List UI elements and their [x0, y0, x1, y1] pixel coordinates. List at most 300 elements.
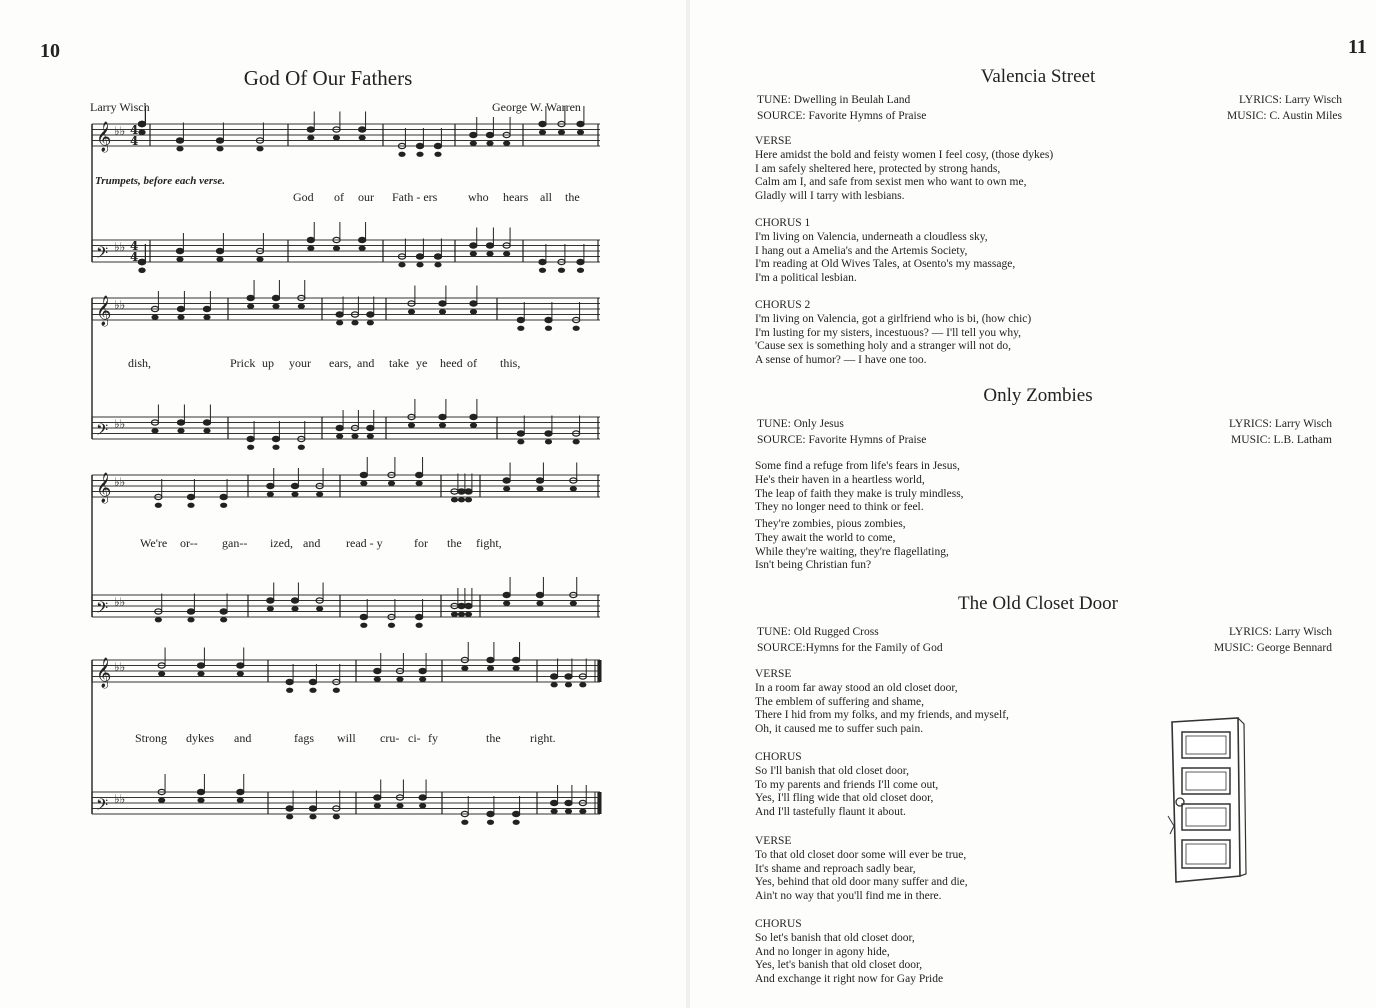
note-head [220, 494, 227, 499]
note-head [458, 497, 465, 502]
note-head [291, 483, 298, 488]
note-head [573, 439, 580, 444]
lyric-syllable: ears, [329, 356, 352, 370]
lyric-line: Yes, I'll fling wide that old closet door, [755, 792, 934, 805]
note-head [551, 674, 558, 679]
bass-clef: 𝄢 [96, 796, 109, 818]
music-credit: MUSIC: C. Austin Miles [1226, 110, 1342, 122]
note-head [351, 320, 358, 325]
key-signature: ♭♭ [114, 660, 126, 674]
note-head [360, 623, 367, 628]
music-credit: MUSIC: L.B. Latham [1231, 434, 1332, 446]
note-head [336, 320, 343, 325]
lyric-line: Isn't being Christian fun? [755, 559, 872, 572]
lyric-syllable: dykes [186, 731, 214, 745]
note-head [503, 251, 510, 256]
note-head [309, 679, 316, 684]
bass-clef: 𝄢 [96, 421, 109, 443]
note-head [487, 811, 494, 816]
note-head [579, 682, 586, 687]
time-signature: 4 [130, 250, 139, 264]
note-head [291, 606, 298, 611]
note-head [155, 617, 162, 622]
note-head [451, 612, 458, 617]
note-head [203, 315, 210, 320]
note-head [197, 671, 204, 676]
note-head [309, 688, 316, 693]
composer-credit: George W. Warren [492, 100, 581, 114]
note-head [408, 423, 415, 428]
note-head [267, 492, 274, 497]
song-section [755, 518, 949, 573]
note-head [187, 609, 194, 614]
key-signature: ♭♭ [114, 124, 126, 138]
note-head [551, 800, 558, 805]
lyric-syllable: Strong [135, 731, 168, 745]
song-title: The Old Closet Door [958, 593, 1118, 614]
source-credit: SOURCE: Favorite Hymns of Praise [757, 434, 927, 446]
note-head [419, 795, 426, 800]
note-head [187, 617, 194, 622]
note-head [333, 814, 340, 819]
performance-instruction: Trumpets, before each verse. [95, 175, 226, 187]
lyric-syllable: fags [294, 731, 314, 745]
note-head [286, 814, 293, 819]
song-section [755, 460, 964, 515]
note-head [298, 445, 305, 450]
key-signature: ♭♭ [114, 298, 126, 312]
note-head [388, 623, 395, 628]
section-heading: CHORUS [755, 751, 802, 763]
note-head [570, 486, 577, 491]
treble-clef: 𝄞 [96, 658, 112, 688]
lyric-line: I'm reading at Old Wives Tales, at Osento's my massage, [755, 258, 1016, 271]
note-head [177, 306, 184, 311]
bass-clef: 𝄢 [96, 599, 109, 621]
note-head [374, 677, 381, 682]
note-head [286, 688, 293, 693]
lyric-line: Gladly will I tarry with lesbians. [755, 190, 905, 203]
section-heading: CHORUS 2 [755, 299, 811, 311]
lyric-line: Yes, let's banish that old closet door, [755, 959, 923, 972]
note-head [197, 789, 204, 794]
lyricist-credit: Larry Wisch [90, 100, 150, 114]
lyric-line: In a room far away stood an old closet door, [755, 681, 958, 694]
note-head [216, 257, 223, 262]
note-head [486, 243, 493, 248]
lyric-syllable: ized, [270, 536, 293, 550]
treble-clef: 𝄞 [96, 296, 112, 326]
song-section [755, 217, 1015, 286]
note-head [177, 420, 184, 425]
note-head [291, 492, 298, 497]
lyric-syllable: who [468, 190, 489, 204]
lyric-line: Here amidst the bold and feisty women I feel cosy, (those dykes) [755, 148, 1054, 161]
lyric-syllable: fy [428, 731, 438, 745]
lyric-syllable: We're [140, 536, 168, 550]
note-head [187, 503, 194, 508]
note-head [545, 317, 552, 322]
lyric-syllable: and [303, 536, 321, 550]
note-head [486, 251, 493, 256]
lyric-line: Some find a refuge from life's fears in Jesus, [755, 460, 960, 472]
note-head [286, 679, 293, 684]
note-head [461, 820, 468, 825]
lyric-line: Ain't no way that you'll find me in there. [755, 890, 942, 903]
note-head [539, 121, 546, 126]
time-signature: 4 [130, 134, 139, 148]
lyric-line: There I hid from my folks, and my friends, and myself, [755, 709, 1009, 722]
note-head [416, 262, 423, 267]
lyric-syllable: or-- [180, 536, 198, 550]
note-head [461, 666, 468, 671]
lyric-syllable: ye [416, 356, 428, 370]
note-head [465, 612, 472, 617]
note-head [513, 666, 520, 671]
note-head [470, 423, 477, 428]
note-head [570, 601, 577, 606]
note-head [307, 135, 314, 140]
bass-clef: 𝄢 [96, 244, 109, 266]
note-head [536, 592, 543, 597]
note-head [565, 800, 572, 805]
note-head [419, 668, 426, 673]
note-head [367, 434, 374, 439]
note-head [503, 592, 510, 597]
note-head [398, 152, 405, 157]
note-head [539, 268, 546, 273]
lyric-line: To that old closet door some will ever be true, [755, 848, 967, 861]
lyric-line: A sense of humor? — I have one too. [755, 354, 927, 367]
note-head [539, 130, 546, 135]
note-head [177, 315, 184, 320]
tune-credit: TUNE: Only Jesus [757, 418, 844, 430]
note-head [579, 809, 586, 814]
lyric-syllable: God [293, 190, 314, 204]
note-head [333, 688, 340, 693]
note-head [197, 798, 204, 803]
note-head [336, 434, 343, 439]
lyric-syllable: up [262, 356, 274, 370]
note-head [187, 494, 194, 499]
song-title: God Of Our Fathers [243, 66, 413, 90]
note-head [470, 309, 477, 314]
lyric-syllable: all [540, 190, 552, 204]
note-head [336, 425, 343, 430]
note-head [267, 598, 274, 603]
note-head [465, 497, 472, 502]
note-head [470, 414, 477, 419]
lyric-line: 'Cause sex is something holy and a stranger will not do, [755, 340, 1011, 353]
note-head [470, 141, 477, 146]
note-head [138, 259, 145, 264]
lyric-syllable: hears [503, 190, 529, 204]
lyric-line: I'm lusting for my sisters, incestuous? — I'll tell you why, [755, 326, 1021, 339]
note-head [416, 254, 423, 259]
note-head [536, 486, 543, 491]
note-head [558, 268, 565, 273]
note-head [396, 677, 403, 682]
section-heading: VERSE [755, 835, 792, 847]
note-head [176, 248, 183, 253]
lyric-syllable: the [565, 190, 580, 204]
note-head [307, 246, 314, 251]
song-section [755, 299, 1031, 368]
note-head [307, 237, 314, 242]
lyric-syllable: and [357, 356, 375, 370]
lyrics-credit: LYRICS: Larry Wisch [1229, 418, 1332, 430]
note-head [307, 127, 314, 132]
section-heading: VERSE [755, 668, 792, 680]
note-head [158, 798, 165, 803]
lyric-syllable: dish, [128, 356, 152, 370]
lyric-syllable: will [337, 731, 356, 745]
note-head [374, 795, 381, 800]
lyric-syllable: of [467, 356, 477, 370]
note-head [545, 431, 552, 436]
note-head [333, 246, 340, 251]
note-head [419, 677, 426, 682]
note-head [503, 486, 510, 491]
note-head [486, 132, 493, 137]
note-head [333, 135, 340, 140]
note-head [359, 237, 366, 242]
lyric-syllable: and [234, 731, 252, 745]
note-head [237, 663, 244, 668]
note-head [539, 259, 546, 264]
song-section [755, 835, 968, 904]
note-head [177, 428, 184, 433]
note-head [517, 317, 524, 322]
note-head [203, 420, 210, 425]
note-head [138, 268, 145, 273]
note-head [577, 268, 584, 273]
note-head [203, 306, 210, 311]
note-head [360, 481, 367, 486]
note-head [503, 141, 510, 146]
note-head [573, 326, 580, 331]
tune-credit: TUNE: Old Rugged Cross [757, 626, 879, 638]
note-head [416, 481, 423, 486]
note-head [309, 814, 316, 819]
note-head [367, 312, 374, 317]
note-head [360, 614, 367, 619]
note-head [203, 428, 210, 433]
key-signature: ♭♭ [114, 240, 126, 254]
note-head [577, 259, 584, 264]
note-head [256, 257, 263, 262]
note-head [503, 478, 510, 483]
note-head [216, 138, 223, 143]
note-head [247, 295, 254, 300]
note-head [351, 434, 358, 439]
lyric-line: And exchange it right now for Gay Pride [755, 973, 944, 986]
note-head [176, 146, 183, 151]
lyric-syllable: our [358, 190, 374, 204]
note-head [197, 663, 204, 668]
note-head [451, 497, 458, 502]
note-head [470, 251, 477, 256]
note-head [408, 309, 415, 314]
note-head [487, 820, 494, 825]
note-head [517, 326, 524, 331]
source-credit: SOURCE: Favorite Hymns of Praise [757, 110, 927, 122]
treble-clef: 𝄞 [96, 122, 112, 152]
note-head [416, 623, 423, 628]
lyric-syllable: ci- [408, 731, 421, 745]
note-head [316, 492, 323, 497]
note-head [367, 425, 374, 430]
lyric-line: To my parents and friends I'll come out, [755, 778, 939, 791]
lyric-line: Oh, it caused me to suffer such pain. [755, 723, 924, 736]
note-head [513, 811, 520, 816]
note-head [536, 478, 543, 483]
lyric-syllable: gan-- [222, 536, 248, 550]
note-head [458, 489, 465, 494]
key-signature: ♭♭ [114, 792, 126, 806]
note-head [416, 614, 423, 619]
note-head [513, 657, 520, 662]
note-head [439, 301, 446, 306]
note-head [247, 445, 254, 450]
section-heading: CHORUS 1 [755, 217, 811, 229]
treble-clef: 𝄞 [96, 473, 112, 503]
note-head [158, 671, 165, 676]
note-head [434, 143, 441, 148]
note-head [367, 320, 374, 325]
note-head [517, 431, 524, 436]
note-head [151, 315, 158, 320]
note-head [416, 472, 423, 477]
music-credit: MUSIC: George Bennard [1214, 642, 1332, 654]
lyric-line: They no longer need to think or feel. [755, 501, 924, 514]
lyric-line: They await the world to come, [755, 531, 896, 544]
note-head [439, 309, 446, 314]
section-heading: CHORUS [755, 918, 802, 930]
note-head [286, 806, 293, 811]
note-head [434, 262, 441, 267]
note-head [458, 603, 465, 608]
note-head [551, 809, 558, 814]
note-head [374, 803, 381, 808]
song-section [755, 751, 938, 820]
note-head [359, 246, 366, 251]
lyric-line: He's their haven in a heartless world, [755, 473, 925, 486]
lyric-line: The leap of faith they make is truly mindless, [755, 487, 964, 500]
key-signature: ♭♭ [114, 595, 126, 609]
note-head [551, 682, 558, 687]
note-head [419, 803, 426, 808]
note-head [565, 809, 572, 814]
note-head [256, 146, 263, 151]
lyric-syllable: fight, [476, 536, 502, 550]
note-head [486, 141, 493, 146]
lyric-line: I'm a political lesbian. [755, 272, 857, 285]
note-head [487, 666, 494, 671]
note-head [434, 152, 441, 157]
song-title: Only Zombies [983, 385, 1093, 406]
lyric-syllable: cru- [380, 731, 400, 745]
lyric-syllable: this, [500, 356, 521, 370]
song-section [755, 918, 943, 987]
lyric-syllable: right. [530, 731, 556, 745]
note-head [151, 428, 158, 433]
note-head [247, 436, 254, 441]
note-head [176, 257, 183, 262]
song-section [755, 135, 1053, 204]
lyric-line: And I'll tastefully flaunt it about. [755, 806, 906, 819]
time-signature: 4 [130, 123, 139, 137]
note-head [565, 674, 572, 679]
lyric-line: And no longer in agony hide, [755, 945, 890, 958]
note-head [565, 682, 572, 687]
note-head [470, 301, 477, 306]
note-head [388, 481, 395, 486]
note-head [558, 130, 565, 135]
note-head [138, 121, 145, 126]
lyrics-credit: LYRICS: Larry Wisch [1239, 94, 1342, 106]
lyric-syllable: the [447, 536, 462, 550]
lyric-syllable: of [334, 190, 344, 204]
note-head [216, 146, 223, 151]
lyric-syllable: Fath - ers [392, 190, 438, 204]
note-head [272, 295, 279, 300]
lyric-syllable: for [414, 536, 428, 550]
note-head [220, 503, 227, 508]
source-credit: SOURCE:Hymns for the Family of God [757, 642, 943, 654]
closet-door-illustration [1158, 716, 1248, 886]
note-head [272, 445, 279, 450]
note-head [470, 243, 477, 248]
note-head [216, 248, 223, 253]
note-head [398, 262, 405, 267]
note-head [138, 130, 145, 135]
note-head [267, 606, 274, 611]
note-head [316, 606, 323, 611]
lyric-line: I am safely sheltered here, protected by strong hands, [755, 162, 1001, 175]
note-head [237, 798, 244, 803]
lyric-line: The emblem of suffering and shame, [755, 695, 925, 708]
note-head [439, 423, 446, 428]
note-head [298, 304, 305, 309]
note-head [465, 603, 472, 608]
note-head [439, 414, 446, 419]
lyric-syllable: your [289, 356, 311, 370]
note-head [359, 127, 366, 132]
song-title: Valencia Street [980, 66, 1096, 87]
lyric-line: So let's banish that old closet door, [755, 931, 915, 944]
note-head [155, 503, 162, 508]
note-head [513, 820, 520, 825]
note-head [360, 472, 367, 477]
lyric-line: Yes, behind that old door many suffer and die, [755, 876, 968, 889]
note-head [517, 439, 524, 444]
lyric-syllable: the [486, 731, 501, 745]
note-head [416, 152, 423, 157]
lyric-line: Calm am I, and safe from sexist men who want to own me, [755, 176, 1027, 189]
note-head [176, 138, 183, 143]
song-section [755, 668, 1009, 737]
key-signature: ♭♭ [114, 417, 126, 431]
note-head [536, 601, 543, 606]
lyric-syllable: Prick [230, 356, 256, 370]
note-head [237, 789, 244, 794]
note-head [247, 304, 254, 309]
note-head [359, 135, 366, 140]
note-head [416, 143, 423, 148]
note-head [465, 489, 472, 494]
note-head [220, 609, 227, 614]
